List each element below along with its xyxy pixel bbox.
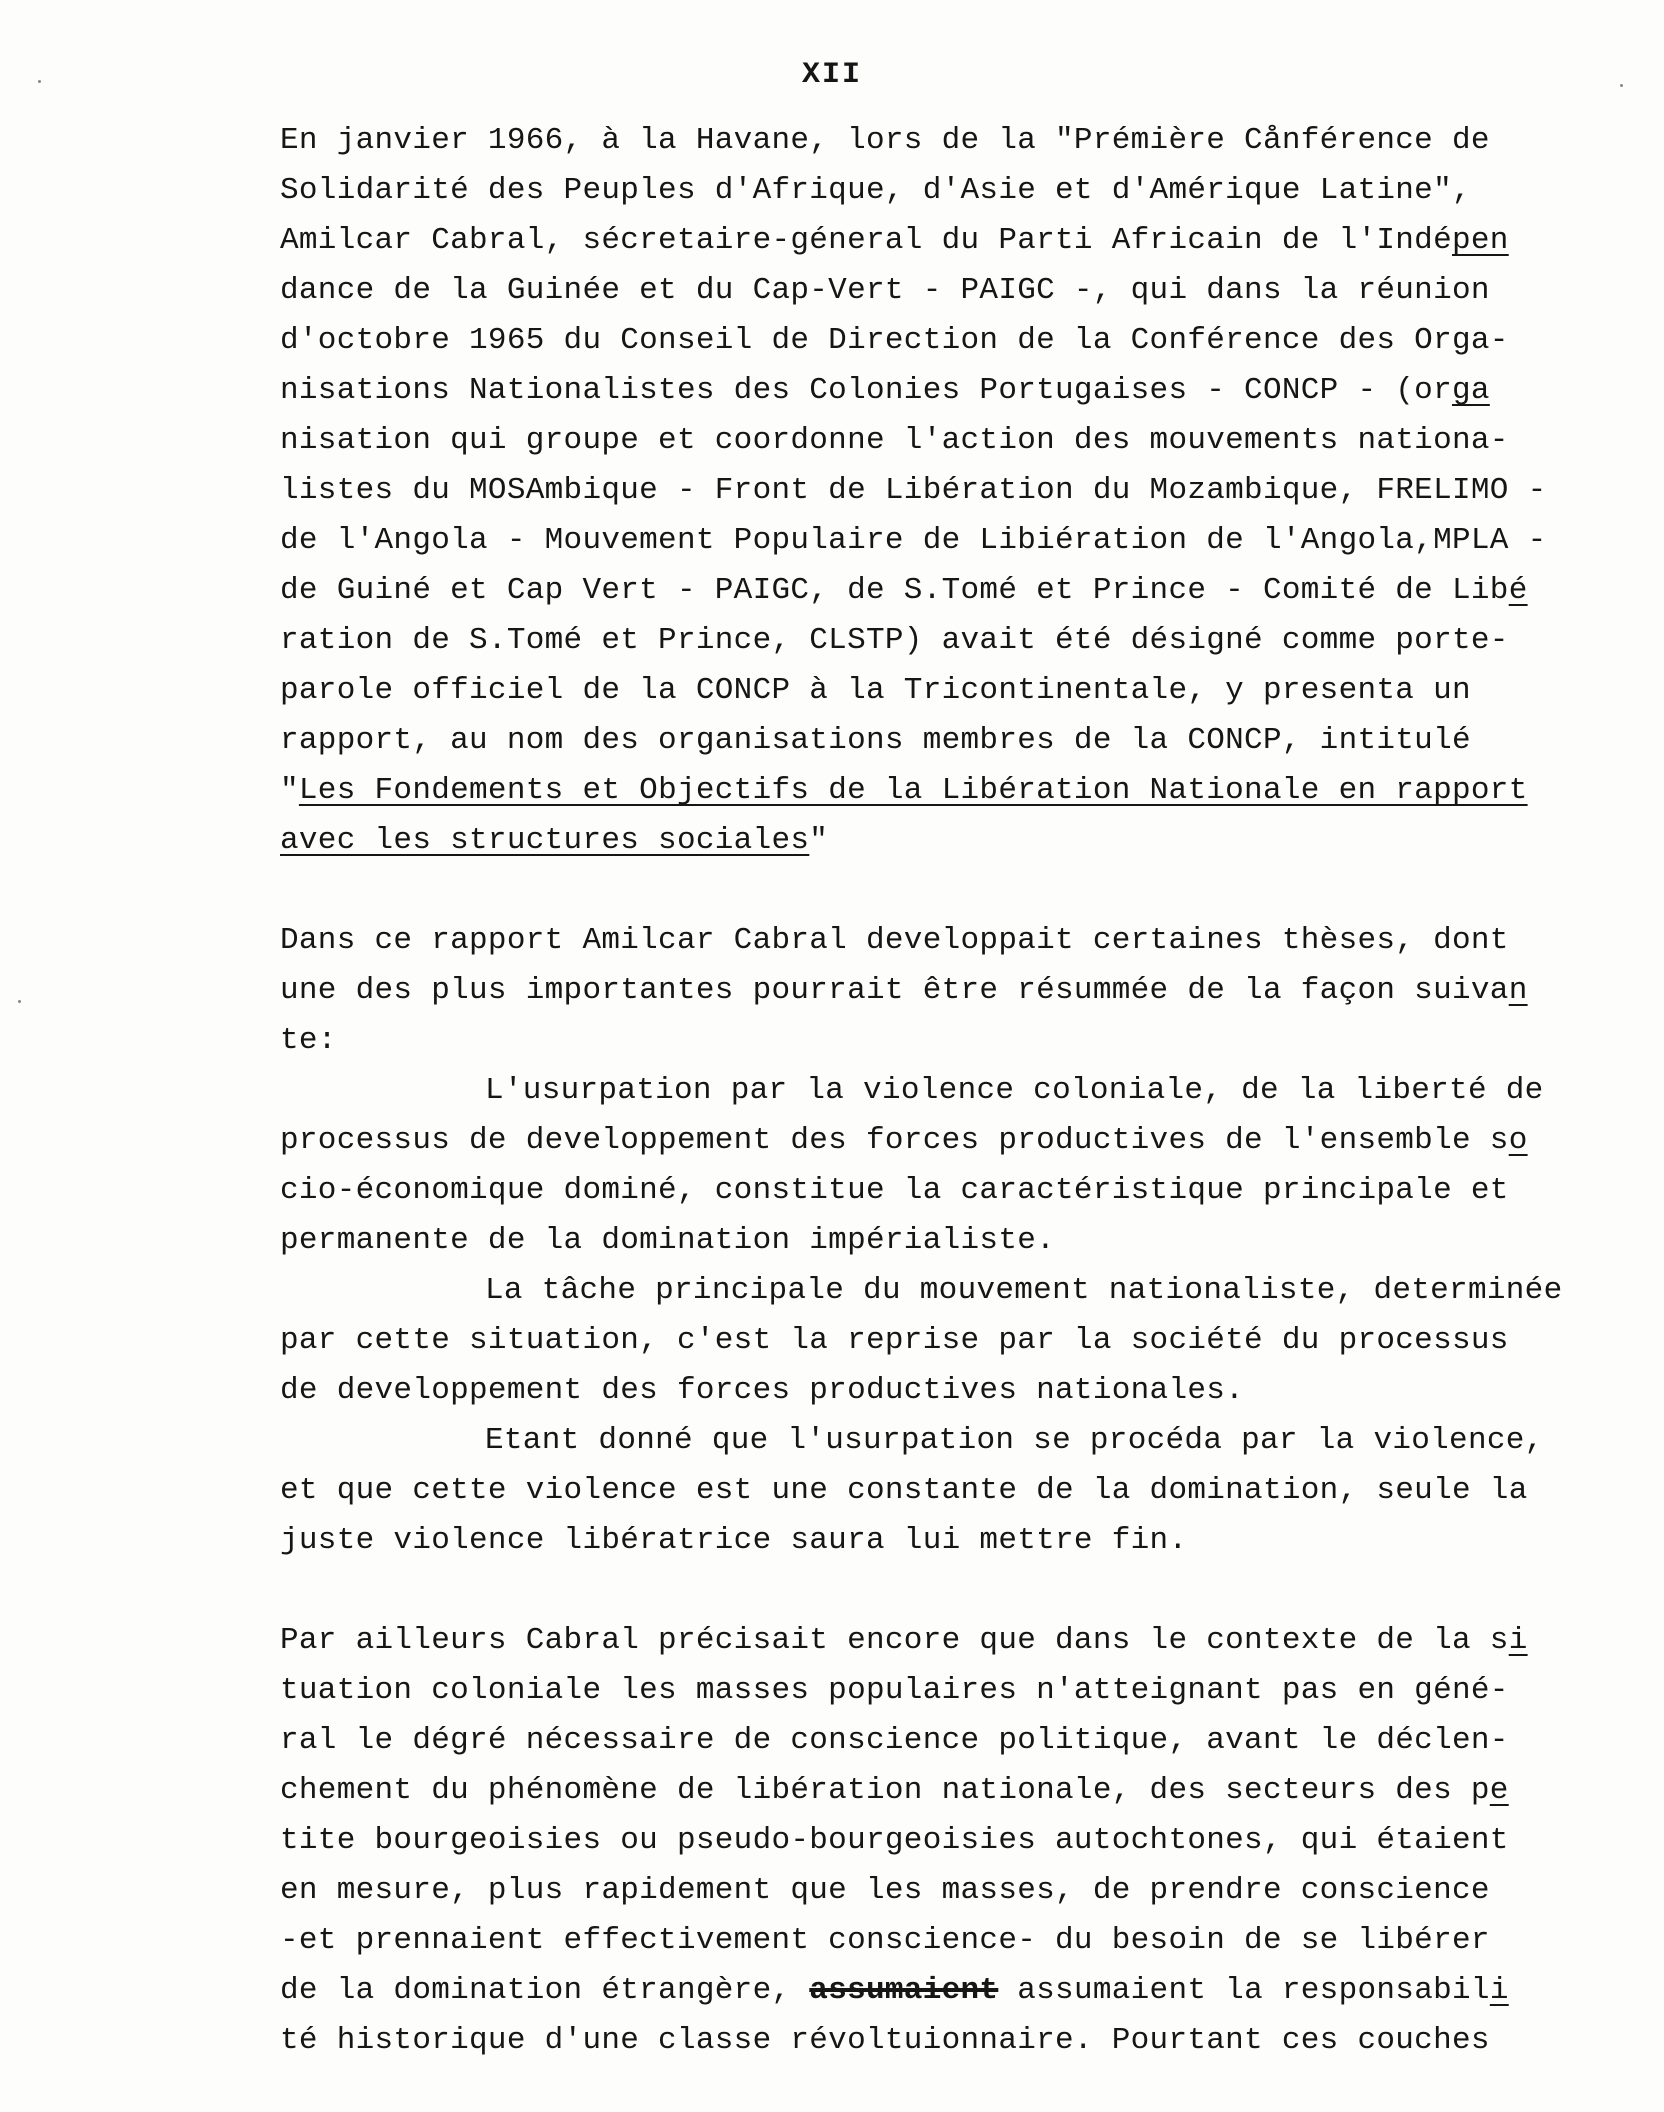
- page-number: XII: [801, 58, 862, 92]
- text-line: de l'Angola - Mouvement Populaire de Libiération de l'Angola,MPLA -: [280, 523, 1547, 558]
- text-line: juste violence libératrice saura lui mettre fin.: [280, 1523, 1188, 1558]
- text-line: Par ailleurs Cabral précisait encore que dans le contexte de la si: [280, 1623, 1528, 1658]
- text-line: permanente de la domination impérialiste.: [280, 1223, 1056, 1258]
- text-line: chement du phénomène de libération nationale, des secteurs des pe: [280, 1773, 1509, 1808]
- text-line: de developpement des forces productives nationales.: [280, 1373, 1245, 1408]
- text-line: ral le dégré nécessaire de conscience politique, avant le déclen-: [280, 1723, 1509, 1758]
- text-line: nisations Nationalistes des Colonies Portugaises - CONCP - (orga: [280, 373, 1490, 408]
- text-line: listes du MOSAmbique - Front de Libération du Mozambique, FRELIMO -: [280, 473, 1547, 508]
- text-line: L'usurpation par la violence coloniale, de la liberté de: [485, 1073, 1544, 1108]
- text-line: nisation qui groupe et coordonne l'action des mouvements nationa-: [280, 423, 1509, 458]
- scan-speck: [18, 1000, 21, 1003]
- scan-speck: [38, 80, 41, 83]
- text-line: une des plus importantes pourrait être résummée de la façon suivan: [280, 973, 1528, 1008]
- text-line: cio-économique dominé, constitue la caractéristique principale et: [280, 1173, 1509, 1208]
- text-line: Solidarité des Peuples d'Afrique, d'Asie et d'Amérique Latine",: [280, 173, 1471, 208]
- text-line: La tâche principale du mouvement nationaliste, determinée: [485, 1273, 1563, 1308]
- text-line: et que cette violence est une constante de la domination, seule la: [280, 1473, 1528, 1508]
- text-line: Dans ce rapport Amilcar Cabral developpait certaines thèses, dont: [280, 923, 1509, 958]
- text-line: de la domination étrangère, assumaient assumaient la responsabili: [280, 1973, 1509, 2008]
- text-line: te:: [280, 1023, 337, 1058]
- text-line: en mesure, plus rapidement que les masses, de prendre conscience: [280, 1873, 1490, 1908]
- text-line: de Guiné et Cap Vert - PAIGC, de S.Tomé et Prince - Comité de Libé: [280, 573, 1528, 608]
- text-line: dance de la Guinée et du Cap-Vert - PAIGC -, qui dans la réunion: [280, 273, 1490, 308]
- text-line: té historique d'une classe révoltuionnaire. Pourtant ces couches: [280, 2023, 1490, 2058]
- text-line: En janvier 1966, à la Havane, lors de la "Prémière Cånférence de: [280, 123, 1490, 158]
- text-line: tite bourgeoisies ou pseudo-bourgeoisies autochtones, qui étaient: [280, 1823, 1509, 1858]
- text-line: -et prennaient effectivement conscience- du besoin de se libérer: [280, 1923, 1490, 1958]
- report-title-line: avec les structures sociales": [280, 823, 829, 858]
- scan-speck: [1620, 84, 1623, 87]
- text-line: par cette situation, c'est la reprise par la société du processus: [280, 1323, 1509, 1358]
- text-line: ration de S.Tomé et Prince, CLSTP) avait été désigné comme porte-: [280, 623, 1509, 658]
- text-line: d'octobre 1965 du Conseil de Direction de la Conférence des Orga-: [280, 323, 1509, 358]
- text-line: rapport, au nom des organisations membres de la CONCP, intitulé: [280, 723, 1471, 758]
- text-line: processus de developpement des forces productives de l'ensemble so: [280, 1123, 1528, 1158]
- report-title-line: "Les Fondements et Objectifs de la Libération Nationale en rapport: [280, 773, 1528, 808]
- text-line: Etant donné que l'usurpation se procéda par la violence,: [485, 1423, 1544, 1458]
- struck-out-word: assumaient: [809, 1973, 999, 2008]
- text-line: parole officiel de la CONCP à la Tricontinentale, y presenta un: [280, 673, 1471, 708]
- text-line: tuation coloniale les masses populaires n'atteignant pas en géné-: [280, 1673, 1509, 1708]
- text-line: Amilcar Cabral, sécretaire-géneral du Parti Africain de l'Indépen: [280, 223, 1509, 258]
